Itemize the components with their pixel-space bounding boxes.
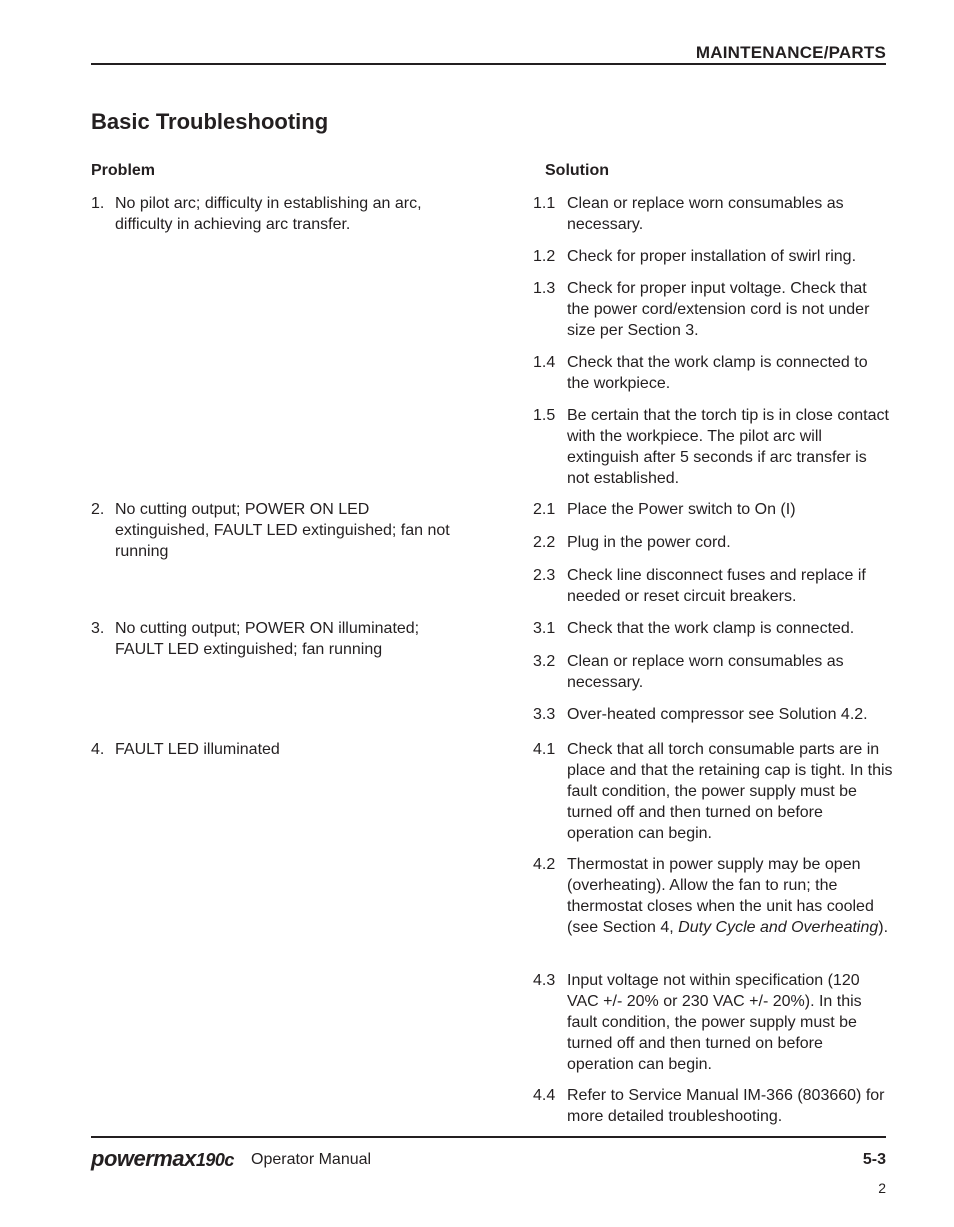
solution-column-heading: Solution (545, 162, 609, 179)
solution-text-end: ). (878, 919, 889, 936)
problem-text: FAULT LED illuminated (115, 741, 280, 758)
solution-text: Clean or replace worn consumables as necessary. (567, 195, 844, 233)
problem-column-heading: Problem (91, 162, 156, 179)
solution-number: 1.3 (533, 280, 556, 297)
problem-item (91, 739, 451, 760)
problem-item (91, 499, 451, 562)
solution-text: Check that the work clamp is connected to the workpiece. (567, 354, 868, 392)
solution-item (533, 854, 893, 938)
solution-item (533, 618, 893, 639)
solution-number: 1.2 (533, 248, 556, 265)
solution-number: 1.5 (533, 407, 556, 424)
solution-number: 3.3 (533, 706, 556, 723)
problem-text: No pilot arc; difficulty in establishing an arc, difficulty in achieving arc transfer. (115, 195, 422, 233)
solution-item (533, 651, 893, 693)
problem-number: 2. (91, 501, 105, 518)
solution-item (533, 1085, 893, 1127)
solution-text: Check for proper input voltage. Check that the power cord/extension cord is not under size per Section 3. (567, 280, 870, 339)
solution-text-italic: Duty Cycle and Overheating (678, 919, 879, 936)
page-title: Basic Troubleshooting (91, 109, 329, 134)
solution-number: 2.2 (533, 534, 556, 551)
problem-number: 1. (91, 195, 105, 212)
solution-text: Plug in the power cord. (567, 534, 731, 551)
problem-text: No cutting output; POWER ON illuminated; FAULT LED extinguished; fan running (115, 620, 420, 658)
manual-title: Operator Manual (251, 1151, 372, 1168)
solution-text: Be certain that the torch tip is in close contact with the workpiece. The pilot arc will extinguish after 5 seconds if arc transfer is not established. (567, 407, 889, 487)
problem-number: 4. (91, 741, 105, 758)
solution-text: Clean or replace worn consumables as necessary. (567, 653, 844, 691)
solution-number: 2.1 (533, 501, 556, 518)
solution-item (533, 278, 893, 341)
sheet-number: 2 (878, 1180, 886, 1196)
footer-rule (91, 1136, 886, 1138)
solution-item (533, 193, 893, 235)
solution-number: 4.2 (533, 856, 556, 873)
solution-item (533, 405, 893, 489)
solution-number: 4.3 (533, 972, 556, 989)
solution-number: 4.4 (533, 1087, 556, 1104)
solution-item (533, 352, 893, 394)
solution-number: 1.4 (533, 354, 556, 371)
solution-text-start: Thermostat in power supply may be open (overheating). Allow the fan to run; the thermostat closes when the unit has cooled (see Section 4, (567, 856, 874, 936)
solution-text: Refer to Service Manual IM-366 (803660) for more detailed troubleshooting. (567, 1087, 885, 1125)
solution-item (533, 739, 893, 844)
solution-number: 1.1 (533, 195, 556, 212)
solution-text: Check for proper installation of swirl ring. (567, 248, 857, 265)
problem-item (91, 618, 461, 660)
page-number: 5-3 (862, 1151, 886, 1168)
product-model: 190c (195, 1150, 234, 1170)
solution-number: 4.1 (533, 741, 556, 758)
solution-text (567, 854, 893, 938)
solution-number: 3.2 (533, 653, 556, 670)
solution-item (533, 565, 893, 607)
product-brand: powermax (91, 1146, 196, 1171)
solution-item (533, 970, 893, 1075)
solution-text: Place the Power switch to On (I) (567, 501, 796, 518)
problem-text: No cutting output; POWER ON LED extinguished, FAULT LED extinguished; fan not running (115, 501, 450, 560)
solution-text: Input voltage not within specification (120 VAC +/- 20% or 230 VAC +/- 20%). In this fault condition, the power supply must be turned off and then turned on before operation can begin. (567, 972, 862, 1073)
problem-item (91, 193, 451, 235)
solution-item (533, 246, 893, 267)
solution-text: Check that the work clamp is connected. (567, 620, 855, 637)
solution-number: 3.1 (533, 620, 556, 637)
solution-text: Over-heated compressor see Solution 4.2. (567, 706, 868, 723)
section-header: MAINTENANCE/PARTS (695, 43, 886, 62)
solution-item (533, 704, 893, 725)
solution-item (533, 532, 893, 553)
solution-number: 2.3 (533, 567, 556, 584)
header-rule (91, 63, 886, 65)
solution-text: Check that all torch consumable parts are in place and that the retaining cap is tight. In this fault condition, the power supply must be turned off and then turned on before operation can begin. (567, 741, 893, 842)
solution-item (533, 499, 893, 520)
solution-text: Check line disconnect fuses and replace if needed or reset circuit breakers. (567, 567, 866, 605)
product-logo (91, 1146, 234, 1172)
problem-number: 3. (91, 620, 105, 637)
